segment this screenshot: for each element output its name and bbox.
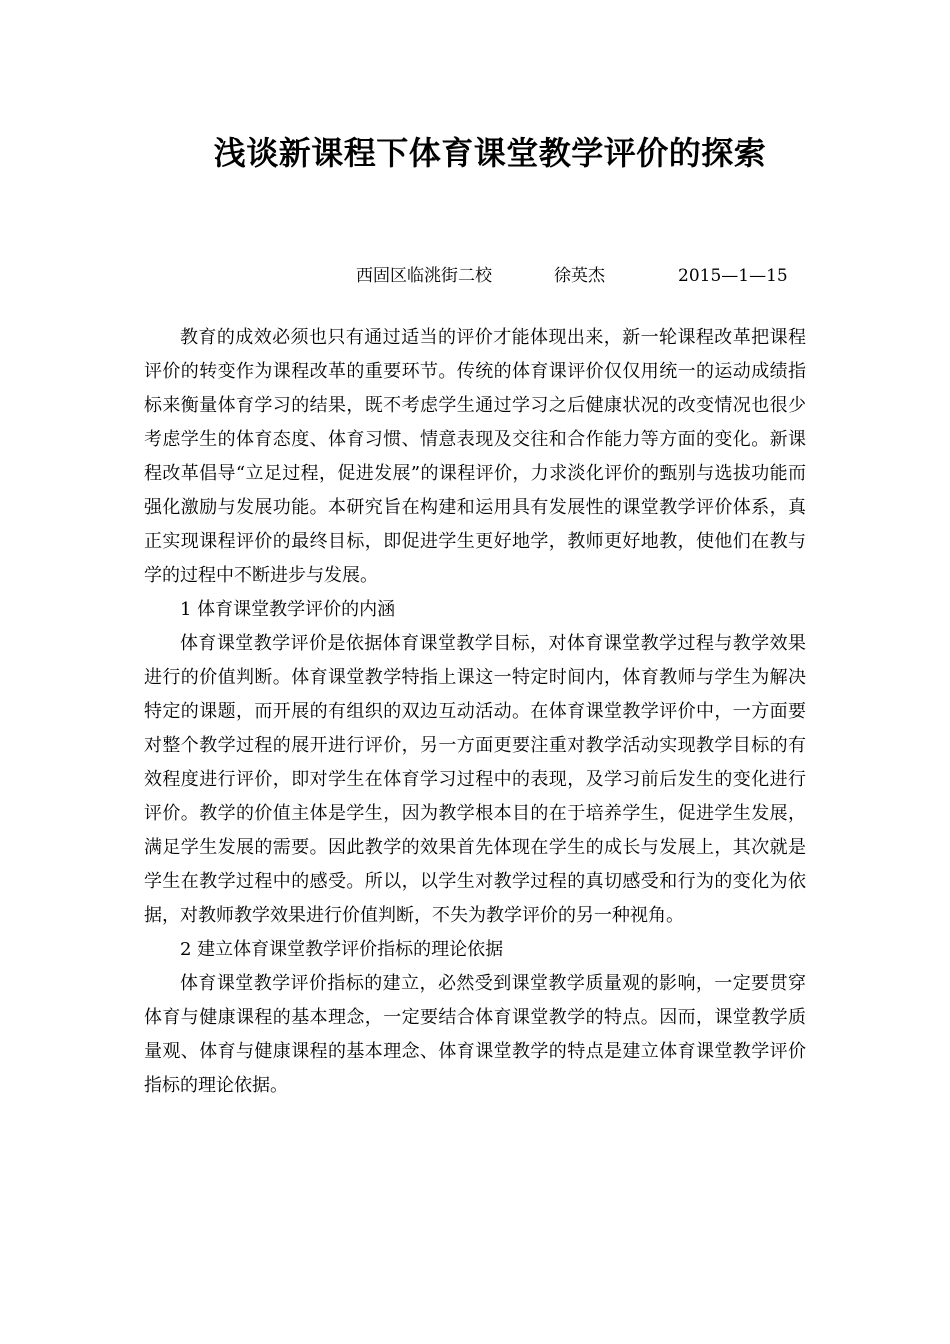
section-heading-1: 1 体育课堂教学评价的内涵 bbox=[180, 599, 396, 620]
document-body bbox=[144, 321, 806, 1103]
paragraph-intro: 教育的成效必须也只有通过适当的评价才能体现出来，新一轮课程改革把课程评价的转变作为课程改革的重要环节。传统的体育课评价仅仅用统一的运动成绩指标来衡量体育学习的结果，既不考虑学生通过学习之后健康状况的改变情况也很少考虑学生的体育态度、体育习惯、情意表现及交往和合作能力等方面的变化。新课程改革倡导“立足过程，促进发展”的课程评价，力求淡化评价的甄别与选拔功能而强化激励与发展功能。本研究旨在构建和运用具有发展性的课堂教学评价体系，真正实现课程评价的最终目标，即促进学生更好地学，教师更好地教，使他们在教与学的过程中不断进步与发展。 bbox=[144, 327, 806, 586]
document-title: 浅谈新课程下体育课堂教学评价的探索 bbox=[213, 134, 767, 172]
section-heading-2: 2 建立体育课堂教学评价指标的理论依据 bbox=[180, 939, 504, 960]
paragraph-section-2: 体育课堂教学评价指标的建立，必然受到课堂教学质量观的影响，一定要贯穿体育与健康课程的基本理念，一定要结合体育课堂教学的特点。因而，课堂教学质量观、体育与健康课程的基本理念、体育课堂教学的特点是建立体育课堂教学评价指标的理论依据。 bbox=[144, 973, 806, 1096]
byline-date: 2015—1—15 bbox=[678, 266, 788, 286]
byline-author: 徐英杰 bbox=[554, 266, 605, 286]
paragraph-section-1: 体育课堂教学评价是依据体育课堂教学目标，对体育课堂教学过程与教学效果进行的价值判断。体育课堂教学特指上课这一特定时间内，体育教师与学生为解决特定的课题，而开展的有组织的双边互动活动。在体育课堂教学评价中，一方面要对整个教学过程的展开进行评价，另一方面更要注重对教学活动实现教学目标的有效程度进行评价，即对学生在体育学习过程中的表现，及学习前后发生的变化进行评价。教学的价值主体是学生，因为教学根本目的在于培养学生，促进学生发展，满足学生发展的需要。因此教学的效果首先体现在学生的成长与发展上，其次就是学生在教学过程中的感受。所以，以学生对教学过程的真切感受和行为的变化为依据，对教师教学效果进行价值判断，不失为教学评价的另一种视角。 bbox=[144, 633, 806, 926]
byline-school: 西固区临洮街二校 bbox=[356, 266, 492, 286]
byline bbox=[356, 261, 810, 286]
